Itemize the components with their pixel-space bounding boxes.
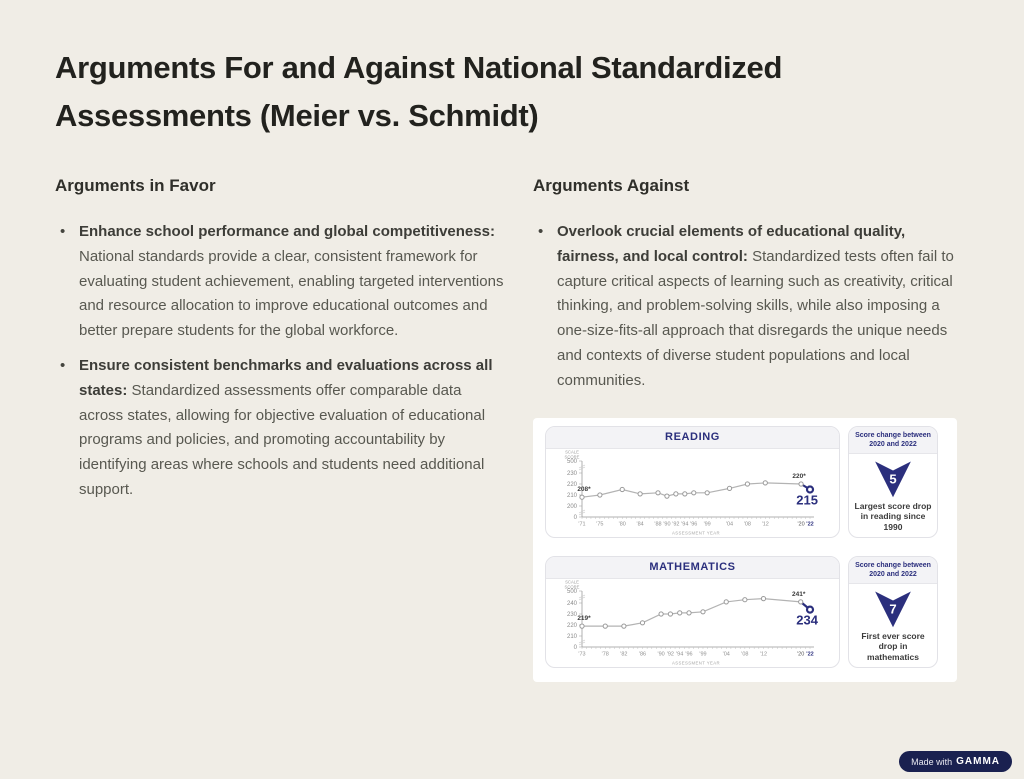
panel-header: Score change between 2020 and 2022	[849, 427, 937, 454]
svg-text:'92: '92	[666, 651, 674, 658]
svg-text:'12: '12	[761, 521, 769, 528]
list-item	[533, 220, 967, 394]
svg-text:215: 215	[796, 492, 818, 508]
svg-text:234: 234	[796, 612, 818, 628]
svg-text:230: 230	[566, 471, 577, 477]
svg-text:'92: '92	[672, 521, 680, 528]
list-item	[55, 354, 507, 503]
made-with-gamma-badge[interactable]	[899, 751, 1012, 772]
svg-text:SCALE: SCALE	[565, 579, 579, 585]
panel-body	[849, 584, 937, 667]
against-bullet-list	[533, 220, 967, 394]
reading-score-change-panel	[848, 426, 938, 538]
bullet-text: Standardized tests often fail to capture critical aspects of learning such as creativity, critical thinking, and problem-solving skills, while also imposing a one-size-fits-all approach that disregards the unique needs and contexts of diverse student populations and local communities.	[557, 247, 954, 389]
svg-text:'71: '71	[578, 521, 586, 528]
reading-line-chart	[546, 449, 839, 537]
svg-text:SCORE: SCORE	[564, 584, 580, 590]
svg-text:'22: '22	[806, 651, 814, 658]
favor-bullet-list	[55, 220, 507, 503]
svg-text:'90: '90	[663, 521, 671, 528]
svg-text:220*: 220*	[792, 473, 806, 480]
svg-text:'08: '08	[743, 521, 751, 528]
panel-header: Score change between 2020 and 2022	[849, 557, 937, 584]
svg-text:'12: '12	[759, 651, 768, 658]
svg-text:'99: '99	[699, 651, 707, 658]
svg-text:220: 220	[566, 623, 577, 629]
bullet-lead: Overlook crucial elements of educational quality, fairness, and local control:	[557, 223, 906, 265]
svg-text:219*: 219*	[577, 615, 591, 623]
svg-text:220: 220	[566, 482, 577, 488]
mathematics-line-chart	[546, 579, 839, 667]
bullet-text: National standards provide a clear, consistent framework for evaluating student achievement, enabling targeted interventions and resource allocation to improve educational outcomes and better prepare students for the global workforce.	[79, 247, 504, 340]
mathematics-row	[545, 556, 950, 668]
svg-text:'84: '84	[636, 521, 644, 528]
favor-heading: Arguments in Favor	[55, 176, 216, 195]
bullet-text: Standardized assessments offer comparable data across states, allowing for objective evaluation of educational programs and policies, and promoting accountability by identifying areas where schools and students need additional support.	[79, 381, 486, 498]
svg-text:ASSESSMENT YEAR: ASSESSMENT YEAR	[671, 660, 721, 666]
reading-row	[545, 426, 950, 538]
bullet-lead: Enhance school performance and global competitiveness:	[79, 223, 495, 240]
svg-text:'04: '04	[725, 521, 734, 528]
svg-text:210: 210	[566, 634, 577, 640]
down-arrow-icon	[871, 457, 915, 499]
svg-text:7: 7	[889, 601, 897, 617]
mathematics-score-change-panel	[848, 556, 938, 668]
gamma-logo: GAMMA	[956, 756, 1000, 767]
panel-caption: First ever score drop in mathematics	[861, 630, 925, 662]
list-item	[55, 220, 507, 344]
svg-text:'20: '20	[797, 521, 805, 528]
svg-text:'04: '04	[722, 651, 730, 658]
page-title: Arguments For and Against National Standardized Assessments (Meier vs. Schmidt)	[55, 50, 783, 133]
svg-text:'20: '20	[797, 651, 805, 658]
svg-text:'94: '94	[681, 521, 689, 528]
against-heading: Arguments Against	[533, 176, 690, 195]
mathematics-chart-card	[545, 556, 840, 668]
svg-text:500: 500	[566, 589, 577, 595]
down-arrow-icon	[871, 587, 915, 629]
svg-text:'73: '73	[578, 651, 586, 658]
svg-text:200: 200	[566, 504, 577, 510]
panel-caption: Largest score drop in reading since 1990	[854, 500, 932, 532]
svg-text:'96: '96	[690, 521, 698, 528]
svg-text:210: 210	[566, 493, 577, 499]
reading-chart-card	[545, 426, 840, 538]
svg-text:'08: '08	[741, 651, 749, 658]
svg-text:5: 5	[889, 471, 897, 487]
svg-text:240: 240	[566, 601, 577, 607]
naep-scores-figure[interactable]	[533, 418, 957, 682]
svg-text:'96: '96	[685, 651, 693, 658]
svg-text:'22: '22	[806, 521, 814, 528]
bullet-lead: Ensure consistent benchmarks and evaluations across all states:	[79, 356, 493, 399]
svg-text:ASSESSMENT YEAR: ASSESSMENT YEAR	[671, 530, 721, 536]
svg-text:'99: '99	[703, 521, 711, 528]
svg-text:'75: '75	[596, 521, 604, 528]
svg-text:'78: '78	[601, 651, 609, 658]
svg-text:500: 500	[566, 459, 577, 465]
svg-text:241*: 241*	[792, 590, 806, 598]
svg-text:208*: 208*	[577, 486, 591, 494]
badge-prefix: Made with	[911, 756, 953, 767]
svg-text:'86: '86	[638, 651, 647, 658]
column-arguments-in-favor	[55, 176, 507, 513]
svg-text:SCORE: SCORE	[564, 454, 580, 460]
column-arguments-against	[533, 176, 967, 404]
svg-text:SCALE: SCALE	[565, 449, 579, 455]
svg-text:'88: '88	[654, 521, 662, 528]
svg-text:'82: '82	[620, 651, 628, 658]
svg-text:'80: '80	[618, 521, 626, 528]
panel-body	[849, 454, 937, 537]
reading-chart-title: READING	[546, 427, 839, 449]
svg-text:0: 0	[573, 645, 577, 651]
svg-text:'94: '94	[676, 651, 684, 658]
svg-text:230: 230	[566, 612, 577, 618]
mathematics-chart-title: MATHEMATICS	[546, 557, 839, 579]
svg-text:'90: '90	[657, 651, 665, 658]
svg-text:0: 0	[573, 515, 577, 521]
